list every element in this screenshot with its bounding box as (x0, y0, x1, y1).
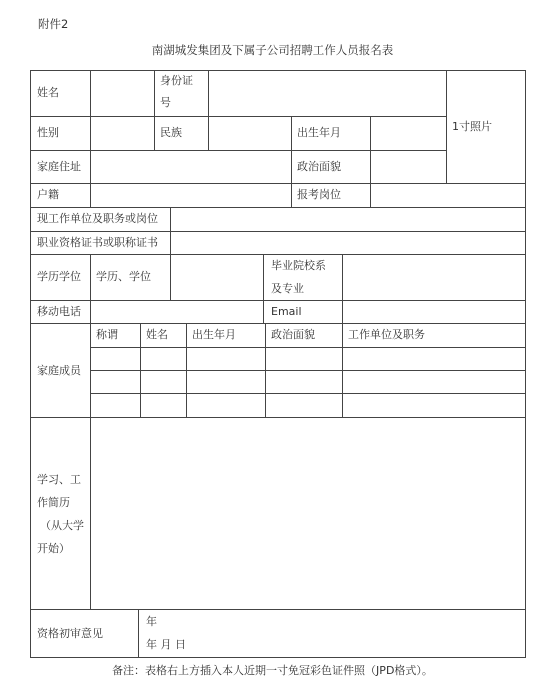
label-phone: 移动电话 (37, 305, 81, 318)
label-resume-line4: 开始） (37, 542, 70, 555)
label-family: 家庭成员 (37, 364, 81, 377)
family-header-work: 工作单位及职务 (348, 328, 425, 341)
family-header-birth: 出生年月 (192, 328, 236, 341)
label-id-line1: 身份证 (160, 74, 193, 87)
label-resume-line2: 作简历 (37, 496, 70, 509)
label-name: 姓名 (37, 86, 59, 99)
footnote: 备注：表格右上方插入本人近期一寸免冠彩色证件照（JPD格式）。 (112, 664, 433, 677)
table-grid (30, 70, 526, 658)
label-certificate: 职业资格证书或职称证书 (37, 236, 158, 249)
label-resume-line3: （从大学 (40, 519, 84, 532)
label-position: 报考岗位 (297, 188, 341, 201)
family-header-political: 政治面貌 (271, 328, 315, 341)
label-birth: 出生年月 (297, 126, 341, 139)
label-school-line1: 毕业院校系 (271, 259, 326, 272)
form-title: 南湖城发集团及下属子公司招聘工作人员报名表 (151, 43, 394, 57)
label-id-line2: 号 (160, 96, 171, 109)
label-current-job: 现工作单位及职务或岗位 (37, 212, 158, 225)
label-political: 政治面貌 (297, 160, 341, 173)
registration-form-table (30, 70, 526, 658)
label-ethnicity: 民族 (160, 126, 182, 139)
label-school-line2: 及专业 (271, 282, 304, 295)
review-date: 年 月 日 (146, 638, 186, 651)
review-year: 年 (146, 615, 157, 628)
label-hukou: 户籍 (37, 188, 59, 201)
photo-placeholder: 1寸照片 (452, 120, 492, 133)
label-education: 学历学位 (37, 270, 81, 283)
label-resume-line1: 学习、工 (37, 473, 81, 486)
label-degree: 学历、学位 (96, 270, 151, 283)
annex-label: 附件2 (38, 17, 69, 31)
label-review: 资格初审意见 (37, 627, 103, 640)
family-header-relation: 称谓 (96, 328, 118, 341)
label-gender: 性别 (37, 126, 59, 139)
label-address: 家庭住址 (37, 160, 81, 173)
label-email: Email (271, 305, 302, 318)
family-header-name: 姓名 (146, 328, 168, 341)
